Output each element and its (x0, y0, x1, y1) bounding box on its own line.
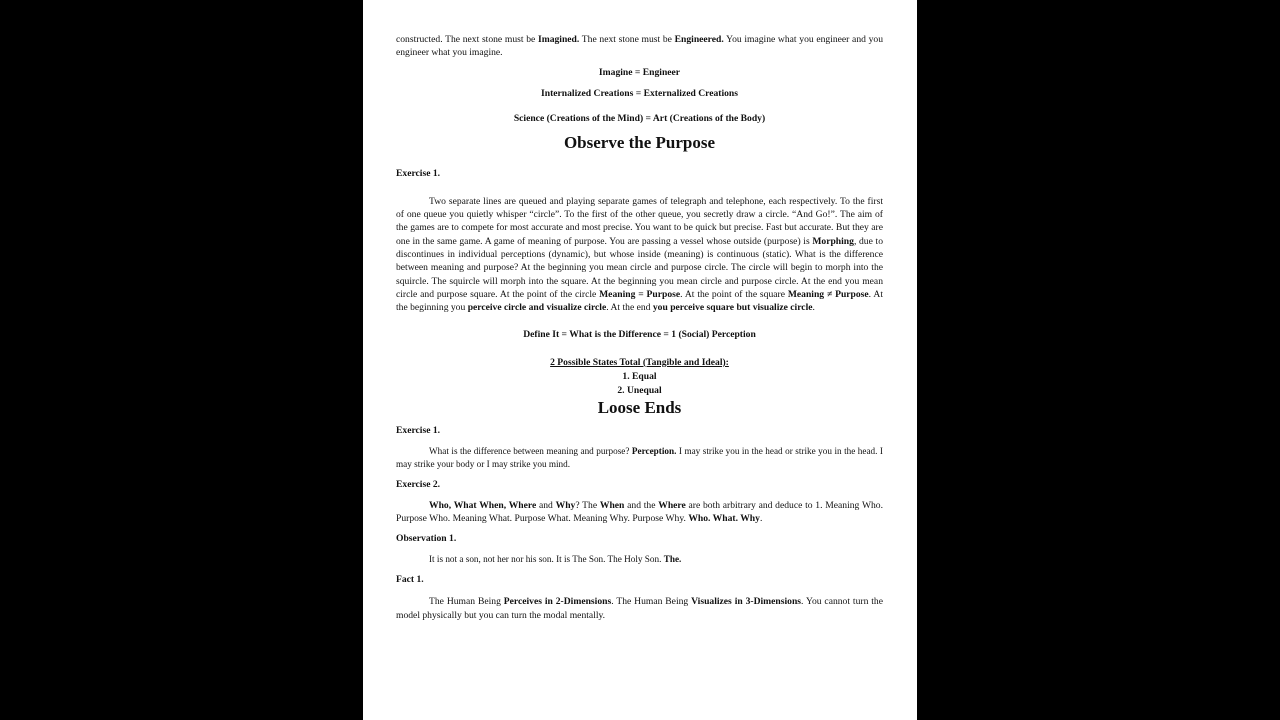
heading-loose-ends: Loose Ends (597, 397, 682, 417)
equation-science-art: Science (Creations of the Mind) = Art (Creations of the Body) (513, 113, 766, 125)
intro-paragraph: constructed. The next stone must be Imagined. The next stone must be Engineered. You imagine what you engineer and you engineer what you imagine. (396, 34, 883, 59)
equation-creations: Internalized Creations = Externalized Creations (541, 87, 738, 99)
define-line: Define It = What is the Difference = 1 (Social) Perception (523, 329, 756, 341)
fact-label: Fact 1. (396, 574, 424, 586)
equation-imagine-engineer: Imagine = Engineer (598, 66, 681, 78)
exercise-2-label: Exercise 2. (396, 478, 441, 490)
exercise-1-paragraph: What is the difference between meaning and purpose? Perception. I may strike you in the head or strike you in the head. I may strike your body or I may strike you mind. (396, 445, 883, 470)
exercise-2-paragraph: Who, What When, Where and Why? The When and the Where are both arbitrary and deduce to 1. Meaning Who. Purpose Who. Meaning What. Purpose What. Meaning Why. Purpose Why. Who. What. Why. (396, 499, 883, 525)
document-content (396, 33, 883, 622)
exercise-1-label: Exercise 1. (396, 424, 441, 436)
heading-observe-the-purpose: Observe the Purpose (563, 133, 716, 153)
exercise-paragraph: Two separate lines are queued and playing separate games of telegraph and telephone, each respectively. To the first of one queue you quietly whisper “circle”. To the first of the other queue, you secretly draw a circle. “And Go!”. The aim of the games are to compete for most accurate and most precise. You want to be quick but precise. Fast but accurate. But they are one in the same game. A game of meaning of purpose. You are passing a vessel whose outside (purpose) is Morphing, due to discontinues in individual perceptions (dynamic), but whose inside (meaning) is continuous (static). What is the difference between meaning and purpose? At the beginning you mean circle and purpose circle. The circle will begin to morph into the squircle. The squircle will morph into the square. At the beginning you mean circle and purpose circle. At the end you mean circle and purpose square. At the point of the circle Meaning = Purpose. At the point of the square Meaning ≠ Purpose. At the beginning you perceive circle and visualize circle. At the end you perceive square but visualize circle. (396, 195, 883, 314)
state-equal: 1. Equal (622, 371, 657, 383)
observation-label: Observation 1. (396, 533, 457, 545)
fact-paragraph: The Human Being Perceives in 2-Dimensions. The Human Being Visualizes in 3-Dimensions. You cannot turn the model physically but you can turn the modal mentally. (396, 596, 883, 621)
states-title: 2 Possible States Total (Tangible and Ideal): (550, 356, 729, 368)
exercise-label: Exercise 1. (396, 168, 441, 180)
observation-paragraph: It is not a son, not her nor his son. It is The Son. The Holy Son. The. (429, 553, 682, 564)
state-unequal: 2. Unequal (617, 385, 662, 397)
document-page (363, 0, 917, 720)
